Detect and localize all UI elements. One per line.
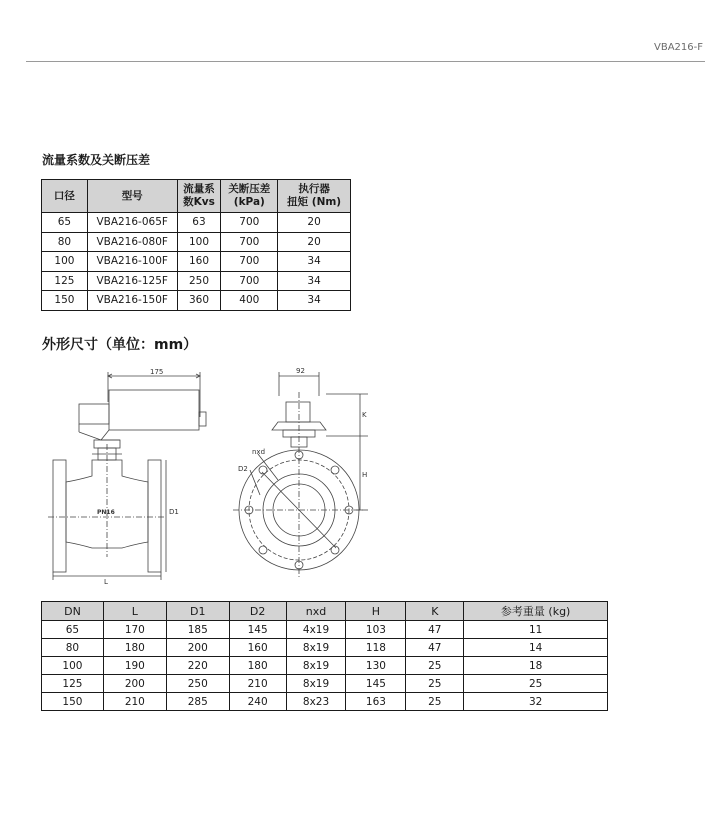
table-cell: 8x23 — [286, 693, 346, 711]
table-cell: 11 — [464, 621, 608, 639]
flow-header-actuator-torque: 执行器 扭矩 (Nm) — [278, 180, 351, 213]
flow-header-close-off-pressure: 关断压差 (kPa) — [221, 180, 278, 213]
table-row — [42, 271, 351, 291]
table-row — [42, 693, 608, 711]
dim-header-weight: 参考重量 (kg) — [464, 602, 608, 621]
table-cell: 400 — [221, 291, 278, 311]
dimension-table — [41, 601, 608, 711]
table-cell: 25 — [406, 675, 464, 693]
drawing-label-top-width: 175 — [150, 368, 164, 376]
table-cell: 190 — [103, 657, 166, 675]
table-cell: 180 — [229, 657, 286, 675]
table-cell: 47 — [406, 621, 464, 639]
drawing-label-d1: D1 — [169, 508, 179, 516]
table-cell: 125 — [42, 675, 104, 693]
table-cell: VBA216-080F — [87, 232, 177, 252]
drawing-label-d2: D2 — [238, 465, 248, 473]
dim-header-dn: DN — [42, 602, 104, 621]
drawing-label-side-width: 92 — [296, 367, 305, 375]
dim-header-h: H — [346, 602, 406, 621]
table-cell: 360 — [177, 291, 221, 311]
table-cell: VBA216-150F — [87, 291, 177, 311]
table-cell: 8x19 — [286, 657, 346, 675]
table-row — [42, 621, 608, 639]
table-cell: 700 — [221, 213, 278, 233]
table-cell: 14 — [464, 639, 608, 657]
table-cell: 145 — [229, 621, 286, 639]
table-cell: 185 — [166, 621, 229, 639]
dim-header-d2: D2 — [229, 602, 286, 621]
flow-header-model: 型号 — [87, 180, 177, 213]
table-cell: 34 — [278, 291, 351, 311]
table-row — [42, 252, 351, 272]
header-rule — [26, 61, 705, 62]
table-cell: 285 — [166, 693, 229, 711]
table-cell: 700 — [221, 232, 278, 252]
table-cell: 150 — [42, 693, 104, 711]
table-cell: 65 — [42, 213, 88, 233]
flow-section-title: 流量系数及关断压差 — [42, 153, 151, 167]
flow-table — [41, 179, 351, 311]
dimension-table-header-row — [42, 602, 608, 621]
table-cell: 8x19 — [286, 675, 346, 693]
table-cell: 130 — [346, 657, 406, 675]
table-cell: 180 — [103, 639, 166, 657]
table-cell: 160 — [177, 252, 221, 272]
table-cell: 125 — [42, 271, 88, 291]
table-cell: 100 — [177, 232, 221, 252]
table-cell: 250 — [166, 675, 229, 693]
table-cell: 32 — [464, 693, 608, 711]
table-row — [42, 213, 351, 233]
table-cell: 80 — [42, 232, 88, 252]
table-cell: 700 — [221, 271, 278, 291]
table-cell: 63 — [177, 213, 221, 233]
dim-header-d1: D1 — [166, 602, 229, 621]
table-cell: 25 — [406, 693, 464, 711]
drawing-label-h: H — [362, 471, 368, 479]
table-cell: 20 — [278, 213, 351, 233]
table-cell: 150 — [42, 291, 88, 311]
table-cell: 25 — [406, 657, 464, 675]
valve-dimension-drawing — [38, 362, 398, 587]
table-cell: 118 — [346, 639, 406, 657]
table-cell: 20 — [278, 232, 351, 252]
table-cell: 47 — [406, 639, 464, 657]
table-row — [42, 639, 608, 657]
table-cell: 100 — [42, 252, 88, 272]
dimension-section-title: 外形尺寸（单位：mm） — [42, 337, 198, 353]
dim-header-nxd: nxd — [286, 602, 346, 621]
table-row — [42, 657, 608, 675]
table-cell: 145 — [346, 675, 406, 693]
table-cell: 170 — [103, 621, 166, 639]
table-cell: 80 — [42, 639, 104, 657]
table-cell: 200 — [166, 639, 229, 657]
drawing-label-k: K — [362, 411, 367, 419]
drawing-label-body-marking: PN16 — [97, 509, 115, 516]
table-cell: VBA216-065F — [87, 213, 177, 233]
drawing-label-l: L — [104, 578, 108, 586]
table-cell: 65 — [42, 621, 104, 639]
table-row — [42, 291, 351, 311]
table-cell: 25 — [464, 675, 608, 693]
table-cell: 103 — [346, 621, 406, 639]
table-cell: 700 — [221, 252, 278, 272]
table-cell: 210 — [103, 693, 166, 711]
table-cell: 34 — [278, 271, 351, 291]
model-code: VBA216-F — [654, 42, 703, 53]
table-cell: 250 — [177, 271, 221, 291]
table-cell: 210 — [229, 675, 286, 693]
dim-header-l: L — [103, 602, 166, 621]
table-row — [42, 232, 351, 252]
table-cell: VBA216-125F — [87, 271, 177, 291]
dim-header-k: K — [406, 602, 464, 621]
table-row — [42, 675, 608, 693]
table-cell: 8x19 — [286, 639, 346, 657]
flow-table-header-row — [42, 180, 351, 213]
flow-header-caliber: 口径 — [42, 180, 88, 213]
table-cell: VBA216-100F — [87, 252, 177, 272]
table-cell: 160 — [229, 639, 286, 657]
table-cell: 200 — [103, 675, 166, 693]
table-cell: 100 — [42, 657, 104, 675]
table-cell: 18 — [464, 657, 608, 675]
table-cell: 220 — [166, 657, 229, 675]
flow-header-kvs: 流量系 数Kvs — [177, 180, 221, 213]
table-cell: 240 — [229, 693, 286, 711]
table-cell: 34 — [278, 252, 351, 272]
table-cell: 163 — [346, 693, 406, 711]
table-cell: 4x19 — [286, 621, 346, 639]
drawing-label-nxd: nxd — [252, 448, 266, 456]
